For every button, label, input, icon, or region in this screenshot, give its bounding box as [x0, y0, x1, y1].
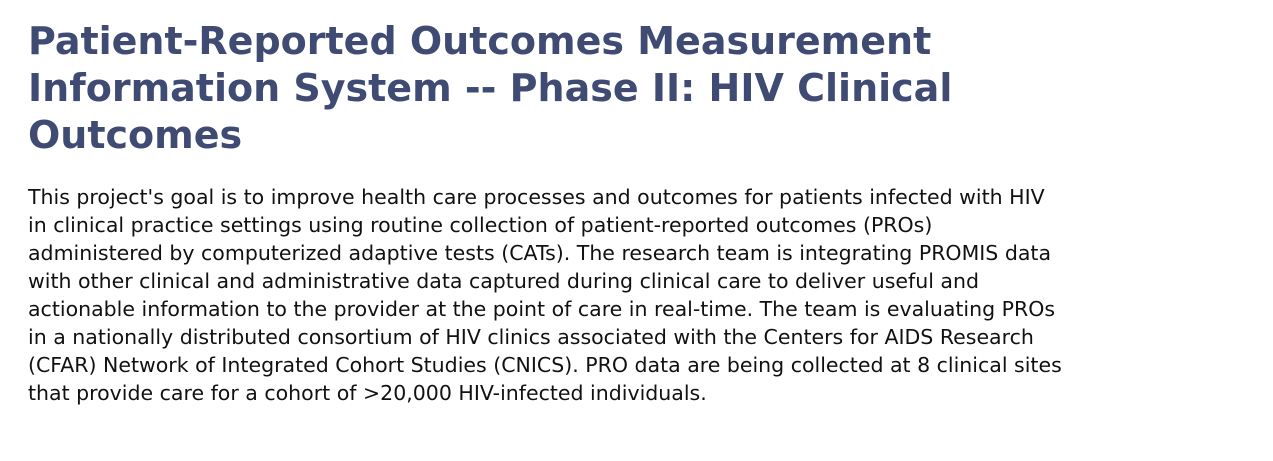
article [28, 18, 1068, 407]
page-title: Patient-Reported Outcomes Measurement Information System -- Phase II: HIV Clinical Outcomes [28, 19, 953, 157]
project-description: This project's goal is to improve health care processes and outcomes for patients infected with HIV in clinical practice settings using routine collection of patient-reported outcomes (PROs) administered by computerized adaptive tests (CATs). The research team is integrating PROMIS data with other clinical and administrative data captured during clinical care to deliver useful and actionable information to the provider at the point of care in real-time. The team is evaluating PROs in a nationally distributed consortium of HIV clinics associated with the Centers for AIDS Research (CFAR) Network of Integrated Cohort Studies (CNICS). PRO data are being collected at 8 clinical sites that provide care for a cohort of >20,000 HIV-infected individuals. [28, 185, 1062, 405]
